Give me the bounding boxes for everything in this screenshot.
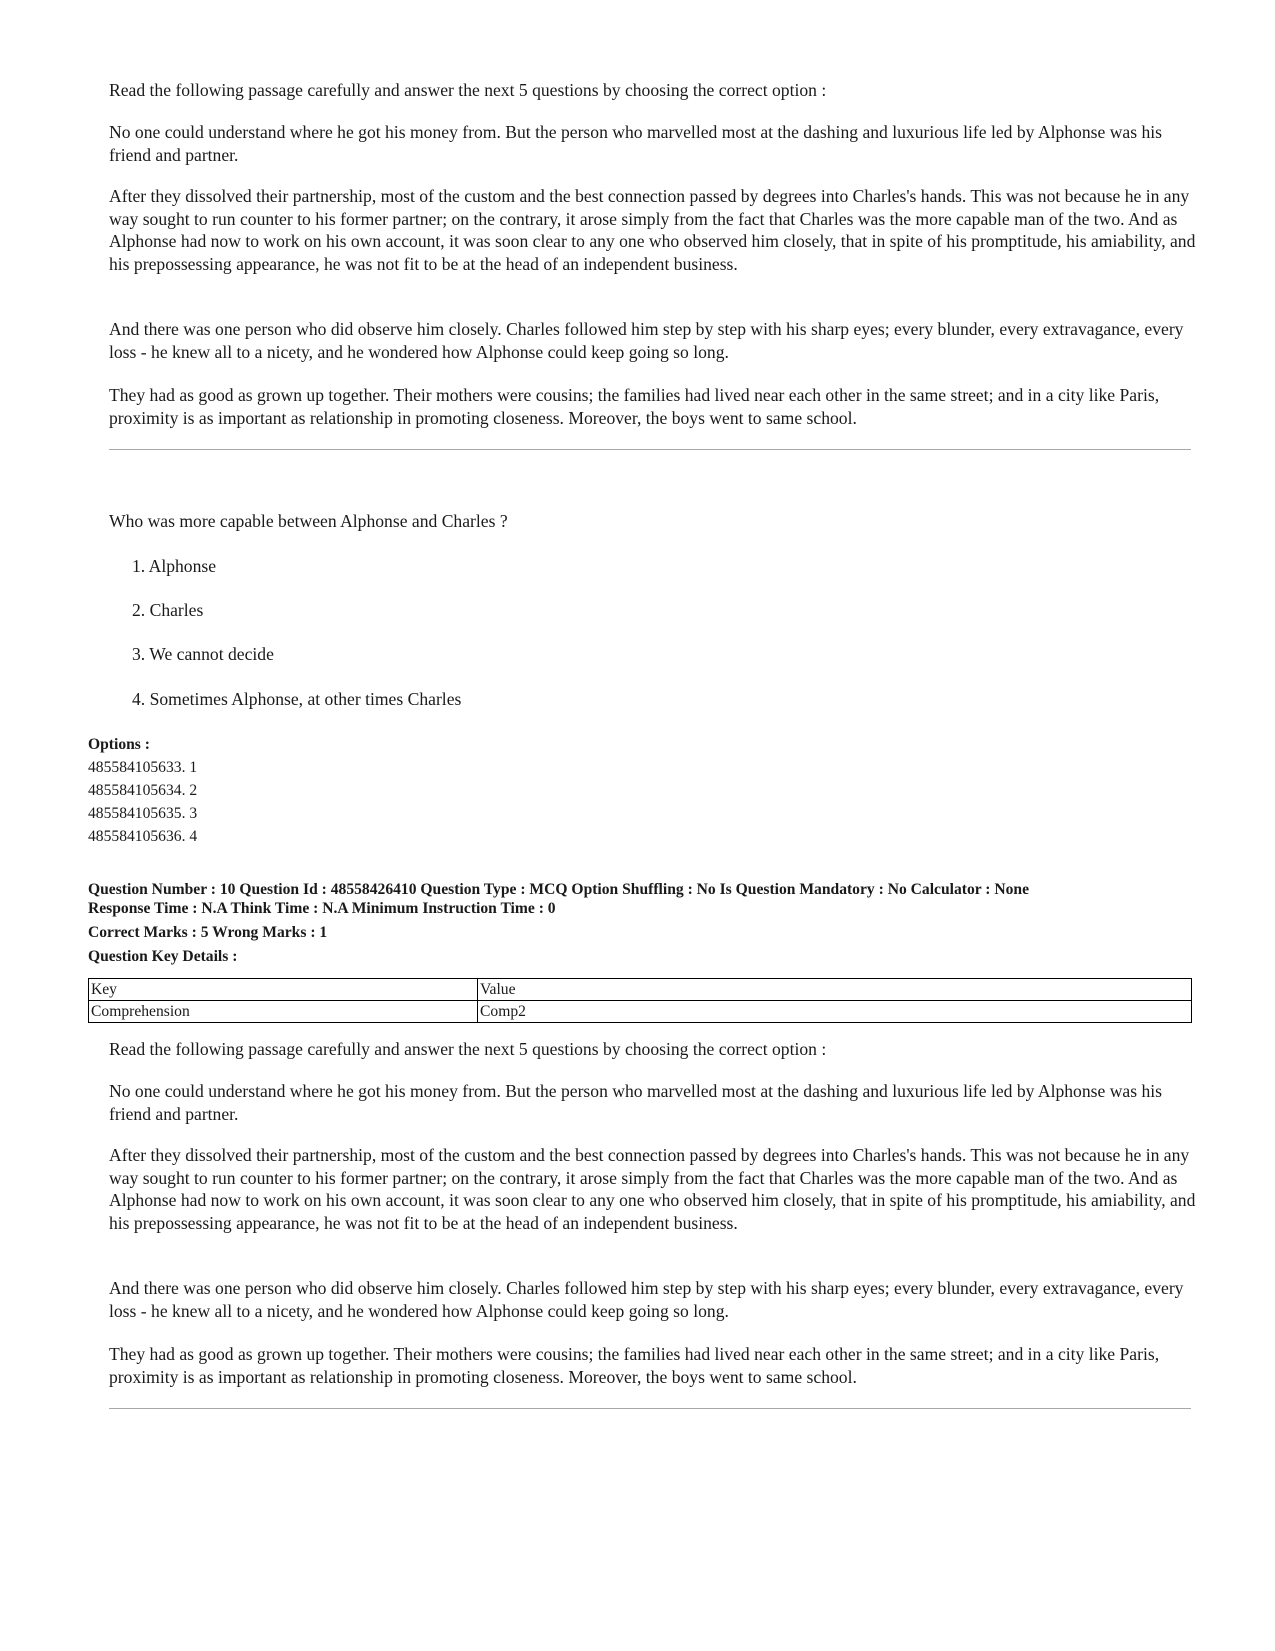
passage-paragraph: No one could understand where he got his money from. But the person who marvelled most at the dashing and luxurious life led by Alphonse was his friend and partner.: [109, 122, 1162, 165]
table-cell: Comprehension: [89, 1001, 478, 1023]
table-row: [89, 1001, 1192, 1023]
question-meta-line: Response Time : N.A Think Time : N.A Minimum Instruction Time : 0: [88, 900, 556, 917]
table-cell: Comp2: [478, 1001, 1192, 1023]
question-text: Who was more capable between Alphonse and Charles ?: [109, 511, 508, 531]
passage-intro: Read the following passage carefully and answer the next 5 questions by choosing the correct option :: [109, 80, 827, 100]
marks-line: Correct Marks : 5 Wrong Marks : 1: [88, 924, 328, 941]
option-id: 485584105635. 3: [88, 805, 198, 822]
choice-item: 2. Charles: [132, 600, 204, 620]
table-header-row: [89, 979, 1192, 1001]
table-header-cell: Value: [478, 979, 1192, 1001]
option-id: 485584105634. 2: [88, 782, 198, 799]
option-id: 485584105633. 1: [88, 759, 198, 776]
choice-item: 4. Sometimes Alphonse, at other times Charles: [132, 689, 462, 709]
options-label: Options :: [88, 736, 150, 753]
passage-paragraph: After they dissolved their partnership, most of the custom and the best connection passed by degrees into Charles's hands. This was not because he in any way sought to run counter to his former partner; on the contrary, it arose simply from the fact that Charles was the more capable man of the two. And as Alphonse had now to work on his own account, it was soon clear to any one who observed him closely, that in spite of his promptitude, his amiability, and his prepossessing appearance, he was not fit to be at the head of an independent business.: [109, 186, 1196, 274]
passage-paragraph: And there was one person who did observe him closely. Charles followed him step by step with his sharp eyes; every blunder, every extravagance, every loss - he knew all to a nicety, and he wondered how Alphonse could keep going so long.: [109, 1278, 1184, 1321]
passage-paragraph: And there was one person who did observe him closely. Charles followed him step by step with his sharp eyes; every blunder, every extravagance, every loss - he knew all to a nicety, and he wondered how Alphonse could keep going so long.: [109, 319, 1184, 362]
choice-item: 3. We cannot decide: [132, 644, 274, 664]
choice-item: 1. Alphonse: [132, 556, 217, 576]
divider: [109, 1408, 1191, 1409]
table-header-cell: Key: [89, 979, 478, 1001]
option-id: 485584105636. 4: [88, 828, 198, 845]
passage-paragraph: They had as good as grown up together. Their mothers were cousins; the families had lived near each other in the same street; and in a city like Paris, proximity is as important as relationship in promoting closeness. Moreover, the boys went to same school.: [109, 1344, 1160, 1387]
passage-paragraph: No one could understand where he got his money from. But the person who marvelled most at the dashing and luxurious life led by Alphonse was his friend and partner.: [109, 1081, 1162, 1124]
passage-paragraph: They had as good as grown up together. Their mothers were cousins; the families had lived near each other in the same street; and in a city like Paris, proximity is as important as relationship in promoting closeness. Moreover, the boys went to same school.: [109, 385, 1160, 428]
divider: [109, 449, 1191, 450]
key-details-label: Question Key Details :: [88, 948, 238, 965]
passage-intro: Read the following passage carefully and answer the next 5 questions by choosing the correct option :: [109, 1039, 827, 1059]
key-details-table: [88, 978, 1192, 1023]
question-meta-line: Question Number : 10 Question Id : 48558426410 Question Type : MCQ Option Shuffling : No Is Question Mandatory : No Calculator : None: [88, 881, 1030, 898]
passage-paragraph: After they dissolved their partnership, most of the custom and the best connection passed by degrees into Charles's hands. This was not because he in any way sought to run counter to his former partner; on the contrary, it arose simply from the fact that Charles was the more capable man of the two. And as Alphonse had now to work on his own account, it was soon clear to any one who observed him closely, that in spite of his promptitude, his amiability, and his prepossessing appearance, he was not fit to be at the head of an independent business.: [109, 1145, 1196, 1233]
